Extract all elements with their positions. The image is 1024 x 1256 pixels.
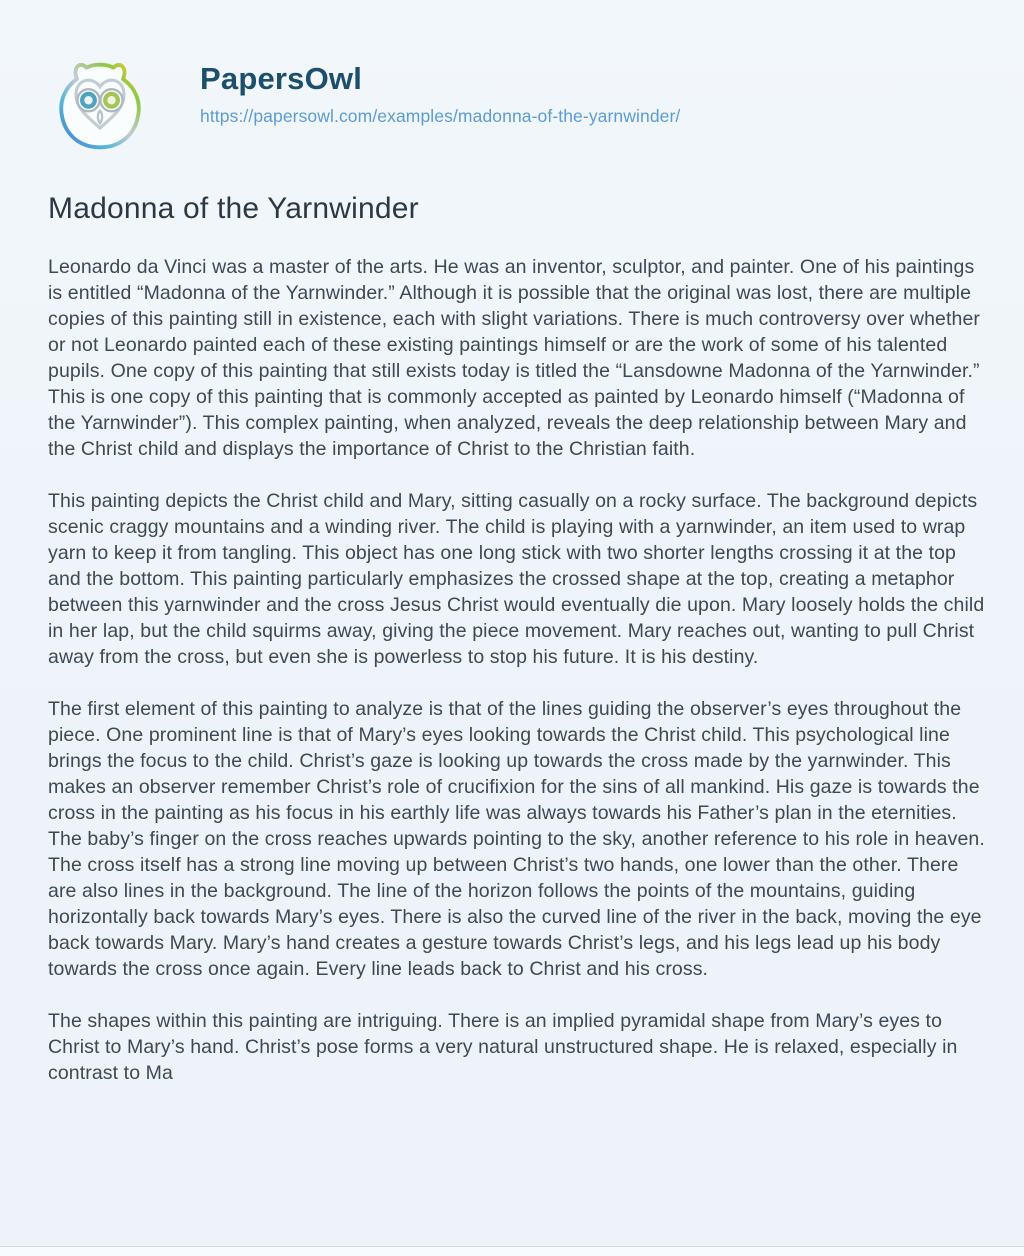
essay-paragraph-1: Leonardo da Vinci was a master of the arts. He was an inventor, sculptor, and painter. One of his paintings is entitled “Madonna of the Yarnwinder.” Although it is possible that the original was lost, there are multiple copies of this painting still in existence, each with slight variations. There is much controversy over whether or not Leonardo painted each of these existing paintings himself or are the work of some of his talented pupils. One copy of this painting that still exists today is titled the “Lansdowne Madonna of the Yarnwinder.” This is one copy of this painting that is commonly accepted as painted by Leonardo himself (“Madonna of the Yarnwinder”). This complex painting, when analyzed, reveals the deep relationship between Mary and the Christ child and displays the importance of Christ to the Christian faith. <box>48 256 981 460</box>
page-header <box>48 58 976 154</box>
essay-paragraph-2: This painting depicts the Christ child and Mary, sitting casually on a rocky surface. The background depicts scenic craggy mountains and a winding river. The child is playing with a yarnwinder, an item used to wrap yarn to keep it from tangling. This object has one long stick with two shorter lengths crossing it at the top and the bottom. This painting particularly emphasizes the crossed shape at the top, creating a metaphor between this yarnwinder and the cross Jesus Christ would eventually die upon. Mary loosely holds the child in her lap, but the child squirms away, giving the piece movement. Mary reaches out, wanting to pull Christ away from the cross, but even she is powerless to stop his future. It is his destiny. <box>48 490 985 668</box>
page-bottom-strip <box>0 1247 1024 1256</box>
brand-name: PapersOwl <box>200 61 363 96</box>
papersowl-owl-logo-icon <box>52 58 148 154</box>
page-title: Madonna of the Yarnwinder <box>48 192 419 225</box>
brand-block <box>200 58 680 127</box>
essay-body <box>48 254 986 1086</box>
essay-paragraph-4: The shapes within this painting are intriguing. There is an implied pyramidal shape from Mary’s eyes to Christ to Mary’s hand. Christ’s pose forms a very natural unstructured shape. He is relaxed, especially in contrast to Ma <box>48 1010 958 1084</box>
essay-paragraph-3: The first element of this painting to analyze is that of the lines guiding the observer’s eyes throughout the piece. One prominent line is that of Mary’s eyes looking towards the Christ child. This psychological line brings the focus to the child. Christ’s gaze is looking up towards the cross made by the yarnwinder. This makes an observer remember Christ’s role of crucifixion for the sins of all mankind. His gaze is towards the cross in the painting as his focus in his earthly life was always towards his Father’s plan in the eternities. The baby’s finger on the cross reaches upwards pointing to the sky, another reference to his role in heaven. The cross itself has a strong line moving up between Christ’s two hands, one lower than the other. There are also lines in the background. The line of the horizon follows the points of the mountains, guiding horizontally back towards Mary’s eyes. There is also the curved line of the river in the back, moving the eye back towards Mary. Mary’s hand creates a gesture towards Christ’s legs, and his legs lead up his body towards the cross once again. Every line leads back to Christ and his cross. <box>48 698 985 980</box>
source-url-link[interactable]: https://papersowl.com/examples/madonna-of-the-yarnwinder/ <box>200 106 681 127</box>
